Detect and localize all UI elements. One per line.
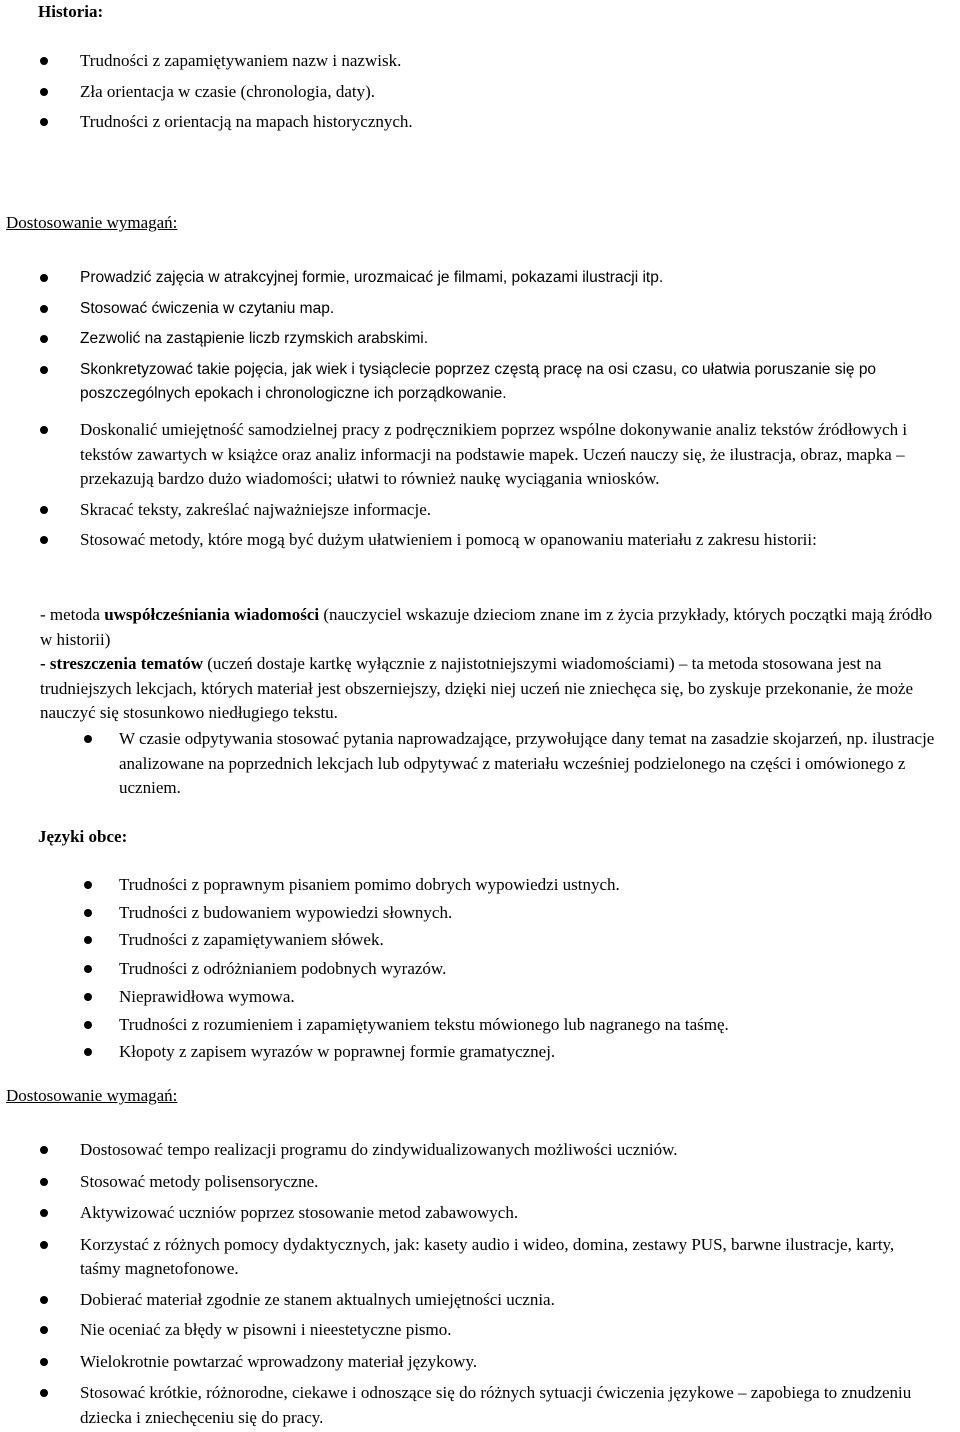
list-item: Skonkretyzować takie pojęcia, jak wiek i tysiąclecie poprzez częstą pracę na osi czasu, co ułatwia poruszanie się po poszczególnych epokach i chronologiczne ich porządkowanie.	[0, 358, 935, 407]
bullet-icon	[40, 305, 48, 313]
bullet-icon	[84, 936, 92, 944]
bullet-icon	[84, 965, 92, 973]
bullet-icon	[84, 909, 92, 917]
bullet-icon	[40, 1241, 48, 1249]
bullet-icon	[40, 1389, 48, 1397]
bullet-icon	[84, 993, 92, 1001]
list-item: Trudności z rozumieniem i zapamiętywaniem tekstu mówionego lub nagranego na taśmę.	[0, 1013, 935, 1038]
languages-difficulties-list	[0, 873, 935, 1065]
method-modernization-paragraph: - metoda uwspółcześniania wiadomości (nauczyciel wskazuje dzieciom znane im z życia przykłady, których początki mają źródło w historii)	[40, 605, 933, 649]
list-item: Aktywizować uczniów poprzez stosowanie metod zabawowych.	[0, 1201, 935, 1226]
list-item: Trudności z zapamiętywaniem słówek.	[0, 928, 935, 953]
list-item: Trudności z odróżnianiem podobnych wyrazów.	[0, 957, 935, 982]
history-adjustments-list-continued	[0, 418, 935, 553]
list-item: W czasie odpytywania stosować pytania naprowadzające, przywołujące dany temat na zasadzie skojarzeń, np. ilustracje analizowane na poprzednich lekcjach lub odpytywać z materiału wcześniej podzielonego na części i omówionego z uczniem.	[0, 727, 935, 801]
bullet-icon	[40, 57, 48, 65]
history-heading: Historia:	[38, 2, 104, 21]
bullet-icon	[84, 1021, 92, 1029]
bullet-icon	[40, 536, 48, 544]
bullet-icon	[40, 1326, 48, 1334]
bullet-icon	[40, 88, 48, 96]
list-item: Zezwolić na zastąpienie liczb rzymskich arabskimi.	[0, 327, 935, 352]
bullet-icon	[40, 506, 48, 514]
history-difficulties-list	[0, 49, 935, 135]
list-item: Stosować metody polisensoryczne.	[0, 1170, 935, 1195]
list-item: Dobierać materiał zgodnie ze stanem aktualnych umiejętności ucznia.	[0, 1288, 935, 1313]
bullet-icon	[40, 1296, 48, 1304]
list-item: Nieprawidłowa wymowa.	[0, 985, 935, 1010]
bullet-icon	[84, 735, 92, 743]
list-item: Kłopoty z zapisem wyrazów w poprawnej formie gramatycznej.	[0, 1040, 935, 1065]
list-item: Nie oceniać za błędy w pisowni i nieestetyczne pismo.	[0, 1318, 935, 1343]
list-item: Skracać teksty, zakreślać najważniejsze informacje.	[0, 498, 935, 523]
bullet-icon	[40, 1178, 48, 1186]
list-item: Zła orientacja w czasie (chronologia, daty).	[0, 80, 935, 105]
list-item: Trudności z orientacją na mapach historycznych.	[0, 110, 935, 135]
bullet-icon	[40, 335, 48, 343]
bullet-icon	[40, 1358, 48, 1366]
bullet-icon	[40, 274, 48, 282]
languages-adjustments-list	[0, 1138, 935, 1430]
list-item: Korzystać z różnych pomocy dydaktycznych, jak: kasety audio i wideo, domina, zestawy PUS, barwne ilustracje, karty, taśmy magnetofonowe.	[0, 1233, 935, 1282]
method-summaries-paragraph: - streszczenia tematów (uczeń dostaje kartkę wyłącznie z najistotniejszymi wiadomościami) – ta metoda stosowana jest na trudniejszych lekcjach, których materiał jest obszerniejszy, dzięki niej uczeń nie zniechęca się, bo zyskuje przekonanie, że może nauczyć się stosunkowo niedługiego tekstu.	[40, 654, 914, 722]
history-questioning-list	[0, 727, 935, 801]
list-item: Stosować metody, które mogą być dużym ułatwieniem i pomocą w opanowaniu materiału z zakresu historii:	[0, 528, 935, 553]
list-item: Stosować ćwiczenia w czytaniu map.	[0, 297, 935, 322]
bullet-icon	[40, 426, 48, 434]
list-item: Trudności z zapamiętywaniem nazw i nazwisk.	[0, 49, 935, 74]
list-item: Doskonalić umiejętność samodzielnej pracy z podręcznikiem poprzez wspólne dokonywanie analiz tekstów źródłowych i tekstów zawartych w książce oraz analiz informacji na podstawie mapek. Uczeń nauczy się, że ilustracja, obraz, mapka – przekazują bardzo dużo wiadomości; ułatwi to również naukę wyciągania wniosków.	[0, 418, 935, 492]
bullet-icon	[40, 118, 48, 126]
list-item: Prowadzić zajęcia w atrakcyjnej formie, urozmaicać je filmami, pokazami ilustracji itp.	[0, 266, 935, 291]
history-adjustments-list	[0, 266, 935, 411]
bullet-icon	[84, 1048, 92, 1056]
bullet-icon	[40, 1146, 48, 1154]
history-adjustments-heading: Dostosowanie wymagań:	[6, 213, 178, 232]
list-item: Trudności z budowaniem wypowiedzi słownych.	[0, 901, 935, 926]
list-item: Dostosować tempo realizacji programu do zindywidualizowanych możliwości uczniów.	[0, 1138, 935, 1163]
list-item: Trudności z poprawnym pisaniem pomimo dobrych wypowiedzi ustnych.	[0, 873, 935, 898]
list-item: Wielokrotnie powtarzać wprowadzony materiał językowy.	[0, 1350, 935, 1375]
bullet-icon	[84, 881, 92, 889]
languages-adjustments-heading: Dostosowanie wymagań:	[6, 1086, 178, 1105]
bullet-icon	[40, 366, 48, 374]
list-item: Stosować krótkie, różnorodne, ciekawe i odnoszące się do różnych sytuacji ćwiczenia językowe – zapobiega to znudzeniu dziecka i zniechęceniu się do pracy.	[0, 1381, 935, 1430]
languages-heading: Języki obce:	[38, 827, 128, 846]
bullet-icon	[40, 1209, 48, 1217]
